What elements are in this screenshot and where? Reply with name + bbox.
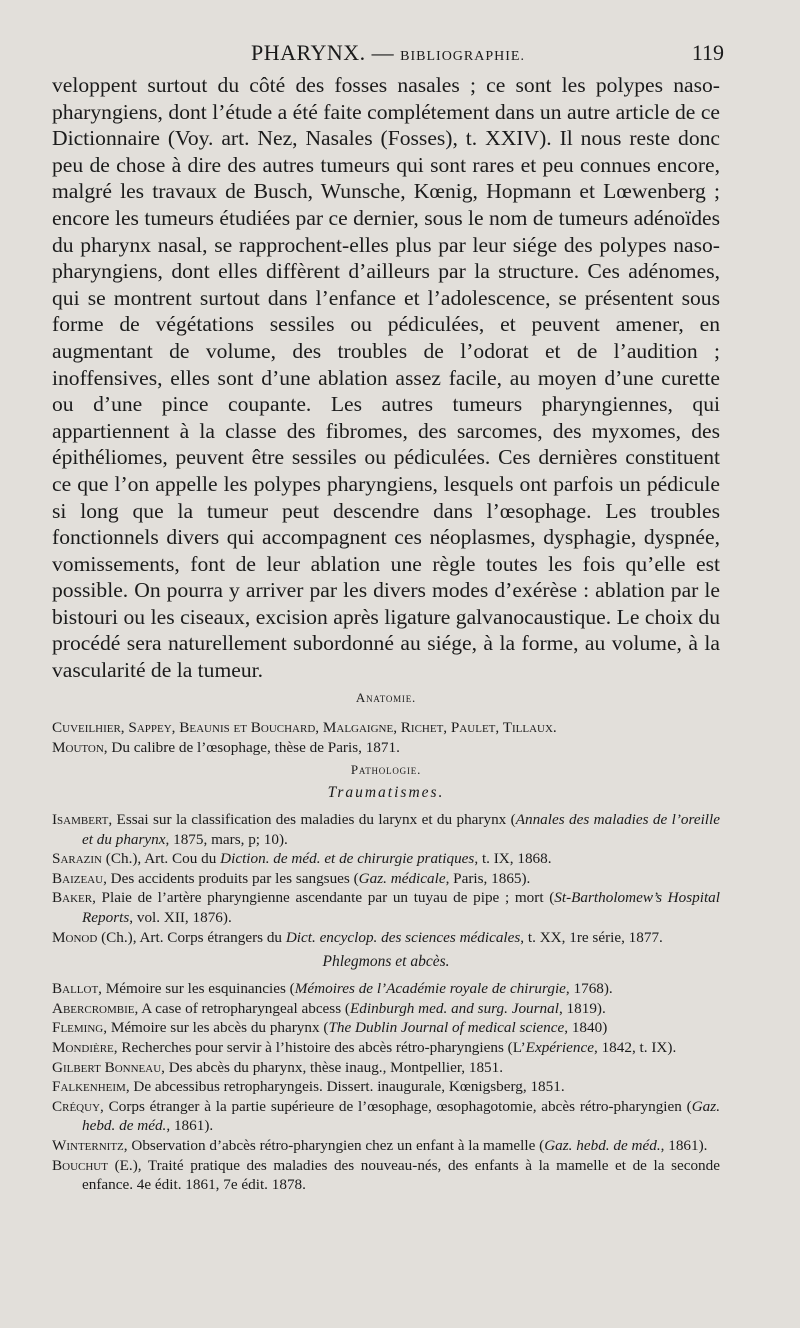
- entry-text: , 1842, t. IX).: [593, 1038, 677, 1056]
- bibliography-entry: [52, 1097, 720, 1136]
- running-title-text: PHARYNX. —: [251, 40, 395, 65]
- entry-text: Plaie de l’artère pharyngienne ascendante par un tuyau de pipe ; mort (: [95, 889, 555, 907]
- bibliography-entry: [52, 1038, 720, 1058]
- entry-text: , 1875, mars, p; 10).: [165, 830, 288, 848]
- running-title: [52, 40, 724, 66]
- entry-journal-title: Gaz. hebd. de méd.: [82, 1097, 720, 1135]
- entry-text: De abcessibus retropharyngeis. Dissert. inaugurale, Kœnigsberg, 1851.: [129, 1078, 565, 1096]
- section-heading-pathologie: Pathologie.: [350, 762, 422, 777]
- running-header: [52, 40, 724, 76]
- bibliography-entry: [52, 810, 720, 849]
- entry-text: , 1861).: [660, 1136, 708, 1154]
- entry-text: Essai sur la classification des maladies du larynx et du pharynx (: [112, 811, 516, 828]
- entry-journal-title: Annales des maladies de l’oreille et du pharynx: [82, 811, 720, 848]
- entry-author: Mondière,: [52, 1038, 118, 1056]
- bibliography-entry: [52, 928, 720, 948]
- entry-author: Mouton,: [52, 738, 108, 756]
- bibliography-entry: [52, 1156, 720, 1195]
- entry-author: Monod: [52, 928, 98, 946]
- entry-text: , 1840): [564, 1019, 608, 1037]
- entry-text: Corps étranger à la partie supérieure de l’œsophage, œsophagotomie, abcès rétro-pharyngien (: [103, 1097, 692, 1115]
- body-paragraph: veloppent surtout du côté des fosses nasales ; ce sont les polypes naso-pharyngiens, dont l’étude a été faite complétement dans un autre article de ce Dictionnaire (Voy. art. Nez, Nasales (Fosses), t. XXIV). Il nous reste donc peu de chose à dire des autres tumeurs qui sont rares et peu connues encore, malgré les travaux de Busch, Wunsche, Kœnig, Hopmann et Lœwenberg ; encore les tumeurs étudiées par ce dernier, sous le nom de tumeurs adénoïdes du pharynx nasal, se rapprochent-elles plus par leur siége des polypes naso-pharyngiens, dont elles diffèrent d’ailleurs par la structure. Ces adénomes, qui se montrent surtout dans l’enfance et l’adolescence, se présentent sous forme de végétations sessiles ou pédiculées, et peuvent amener, en augmentant de volume, des troubles de l’odorat et de l’audition ; inoffensives, elles sont d’une ablation assez facile, au moyen d’une curette ou d’une pince coupante. Les autres tumeurs pharyngiennes, qui appartiennent à la classe des fibromes, des sarcomes, des myxomes, des épithéliomes, peuvent être sessiles ou pédiculées. Ces dernières constituent ce que l’on appelle les polypes pharyngiens, lesquels ont parfois un pédicule si long que la tumeur peut descendre dans l’œsophage. Les troubles fonctionnels divers qui accompagnent ces néoplasmes, dysphagie, dyspnée, vomissements, font de leur ablation une règle toutes les fois qu’elle est possible. On pourra y arriver par les divers modes d’exérèse : ablation par le bistouri ou les ciseaux, excision après ligature galvanocaustique. Le choix du procédé sera naturellement subordonné au siége, à la forme, au volume, à la vascularité de la tumeur.: [52, 73, 720, 683]
- entry-author: Bouchut: [52, 1156, 108, 1174]
- entry-author: Baker,: [52, 889, 96, 907]
- phlegmons-list: [52, 979, 720, 1195]
- entry-journal-title: Gaz. hebd. de méd.: [544, 1136, 661, 1154]
- entry-journal-title: Dict. encyclop. des sciences médicales: [285, 928, 521, 946]
- entry-text: (Ch.), Art. Corps étrangers du: [97, 928, 286, 946]
- entry-author: Ballot,: [52, 980, 102, 998]
- bibliography-entry: [52, 1077, 720, 1097]
- entry-journal-title: Gaz. médicale: [358, 869, 446, 887]
- entry-text: , 1819).: [558, 999, 606, 1017]
- entry-text: , t. XX, 1re série, 1877.: [520, 928, 663, 946]
- entry-journal-title: The Dublin Journal of medical science: [328, 1019, 565, 1037]
- entry-text: , vol. XII, 1876).: [129, 908, 232, 926]
- entry-author: Baizeau,: [52, 869, 107, 887]
- bibliography-entry: [52, 1058, 720, 1078]
- page-number: 119: [691, 40, 724, 65]
- bibliography-entry: [52, 979, 720, 999]
- subheading-phlegmons: Phlegmons et abcès.: [322, 953, 450, 971]
- entry-text: , 1861).: [166, 1117, 214, 1135]
- bibliography-pathologie: [52, 762, 720, 1195]
- entry-author: Isambert,: [52, 811, 113, 828]
- subheading-traumatismes: Traumatismes.: [327, 784, 445, 801]
- entry-text: , t. IX, 1868.: [474, 850, 552, 868]
- entry-journal-title: Diction. de méd. et de chirurgie pratiques: [220, 850, 475, 868]
- entry-text: , Paris, 1865).: [445, 869, 531, 887]
- entry-journal-title: Edinburgh med. and surg. Journal: [349, 999, 559, 1017]
- entry-author: Falkenheim,: [52, 1078, 130, 1096]
- entry-text: (Ch.), Art. Cou du: [102, 850, 221, 868]
- running-section: BIBLIOGRAPHIE.: [400, 49, 525, 64]
- entry-text: Observation d’abcès rétro-pharyngien chez un enfant à la mamelle (: [127, 1136, 545, 1154]
- entry-text: Mémoire sur les abcès du pharynx (: [107, 1019, 329, 1037]
- entry-text: A case of retropharyngeal abcess (: [138, 999, 350, 1017]
- entry-author: Sarazin: [52, 850, 102, 868]
- entry-text: Du calibre de l’œsophage, thèse de Paris, 1871.: [107, 738, 400, 756]
- entry-journal-title: Mémoires de l’Académie royale de chirurgie: [294, 980, 566, 998]
- bibliography-entry: [52, 1136, 720, 1156]
- entry-text: Des abcès du pharynx, thèse inaug., Montpellier, 1851.: [164, 1058, 504, 1076]
- entry-text: , 1768).: [565, 980, 613, 998]
- bibliography-entry: [52, 1018, 720, 1038]
- bibliography-entry: [52, 849, 720, 869]
- entry-author: Créquy,: [52, 1097, 104, 1115]
- entry-journal-title: Expérience: [525, 1038, 594, 1056]
- bibliography-entry: [52, 869, 720, 889]
- traumatismes-list: [52, 810, 720, 947]
- bibliography-entry: [52, 888, 720, 927]
- entry-text: (E.), Traité pratique des maladies des nouveau-nés, des enfants à la mamelle et de la seconde enfance. 4e édit. 1861, 7e édit. 1878.: [82, 1156, 720, 1194]
- bibliography-entry: [52, 738, 720, 758]
- section-heading-anatomie: Anatomie.: [355, 690, 417, 705]
- entry-author: Cuveilhier, Sappey, Beaunis et Bouchard, Malgaigne, Richet, Paulet, Tillaux.: [52, 719, 557, 736]
- entry-author: Abercrombie,: [52, 999, 139, 1017]
- entry-author: Gilbert Bonneau,: [52, 1058, 165, 1076]
- entry-text: Mémoire sur les esquinancies (: [101, 980, 295, 998]
- entry-journal-title: St-Bartholomew’s Hospital Reports: [82, 889, 720, 926]
- entry-text: Des accidents produits par les sangsues (: [106, 869, 359, 887]
- bibliography-entry: [52, 718, 720, 738]
- bibliography-entry: [52, 999, 720, 1019]
- entry-text: Recherches pour servir à l’histoire des abcès rétro-pharyngiens (L’: [117, 1038, 526, 1056]
- entry-author: Fleming,: [52, 1019, 108, 1037]
- bibliography-anatomie: [52, 690, 720, 757]
- entry-author: Winternitz,: [52, 1136, 128, 1154]
